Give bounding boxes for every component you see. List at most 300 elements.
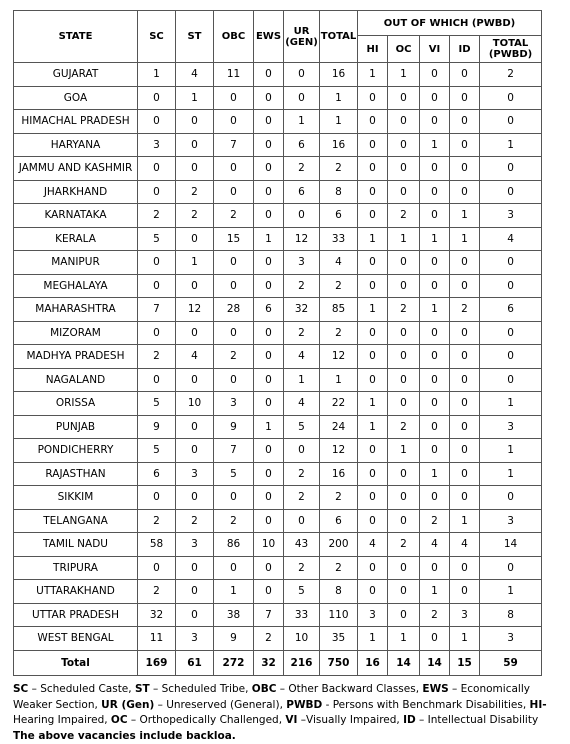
legend-term: VI xyxy=(285,714,297,726)
cell-ur: 5 xyxy=(284,580,320,604)
cell-obc: 0 xyxy=(214,110,254,134)
cell-pwbd: 1 xyxy=(480,580,542,604)
header-pwbd-group: OUT OF WHICH (PWBD) xyxy=(358,11,542,36)
cell-pwbd: 14 xyxy=(480,533,542,557)
cell-sc: 3 xyxy=(138,133,176,157)
cell-ews: 0 xyxy=(254,110,284,134)
cell-obc: 0 xyxy=(214,556,254,580)
cell-ur: 33 xyxy=(284,603,320,627)
cell-oc: 0 xyxy=(388,392,420,416)
cell-obc: 11 xyxy=(214,63,254,87)
cell-ur: 2 xyxy=(284,321,320,345)
cell-obc: 15 xyxy=(214,227,254,251)
cell-hi: 0 xyxy=(358,110,388,134)
cell-state: RAJASTHAN xyxy=(14,462,138,486)
header-st: ST xyxy=(176,11,214,63)
legend-term: SC xyxy=(13,683,28,695)
header-id: ID xyxy=(450,36,480,63)
cell-ur: 216 xyxy=(284,650,320,675)
cell-ur: 2 xyxy=(284,556,320,580)
cell-total: 1 xyxy=(320,86,358,110)
legend-desc: Hearing Impaired, xyxy=(13,714,111,726)
cell-sc: 2 xyxy=(138,204,176,228)
cell-total: 12 xyxy=(320,439,358,463)
cell-ur: 10 xyxy=(284,627,320,651)
table-row xyxy=(14,392,542,416)
cell-state: UTTAR PRADESH xyxy=(14,603,138,627)
cell-state: MIZORAM xyxy=(14,321,138,345)
cell-total: 2 xyxy=(320,157,358,181)
cell-pwbd: 0 xyxy=(480,180,542,204)
cell-hi: 1 xyxy=(358,627,388,651)
cell-ews: 0 xyxy=(254,180,284,204)
cell-id: 0 xyxy=(450,486,480,510)
legend-desc: – Economically Weaker Section, xyxy=(13,683,530,711)
cell-vi: 0 xyxy=(420,345,450,369)
table-row xyxy=(14,251,542,275)
cell-id: 0 xyxy=(450,368,480,392)
cell-oc: 0 xyxy=(388,580,420,604)
vacancy-table xyxy=(13,10,542,676)
cell-ur: 3 xyxy=(284,251,320,275)
cell-state: KERALA xyxy=(14,227,138,251)
legend-term: HI- xyxy=(530,699,547,711)
cell-id: 0 xyxy=(450,345,480,369)
cell-id: 0 xyxy=(450,321,480,345)
cell-sc: 0 xyxy=(138,486,176,510)
table-row xyxy=(14,439,542,463)
cell-vi: 14 xyxy=(420,650,450,675)
cell-st: 0 xyxy=(176,556,214,580)
cell-pwbd: 0 xyxy=(480,345,542,369)
cell-pwbd: 3 xyxy=(480,415,542,439)
cell-ews: 0 xyxy=(254,204,284,228)
cell-hi: 1 xyxy=(358,63,388,87)
cell-st: 10 xyxy=(176,392,214,416)
cell-st: 0 xyxy=(176,486,214,510)
cell-sc: 169 xyxy=(138,650,176,675)
cell-ews: 10 xyxy=(254,533,284,557)
cell-state: MEGHALAYA xyxy=(14,274,138,298)
cell-id: 1 xyxy=(450,627,480,651)
cell-vi: 0 xyxy=(420,274,450,298)
header-state: STATE xyxy=(14,11,138,63)
cell-st: 12 xyxy=(176,298,214,322)
cell-obc: 2 xyxy=(214,509,254,533)
table-row xyxy=(14,204,542,228)
cell-st: 3 xyxy=(176,462,214,486)
cell-total: 2 xyxy=(320,486,358,510)
cell-total: 85 xyxy=(320,298,358,322)
header-obc: OBC xyxy=(214,11,254,63)
cell-ur: 4 xyxy=(284,392,320,416)
cell-vi: 1 xyxy=(420,580,450,604)
cell-id: 0 xyxy=(450,63,480,87)
cell-oc: 0 xyxy=(388,180,420,204)
cell-sc: 5 xyxy=(138,392,176,416)
cell-sc: 2 xyxy=(138,580,176,604)
cell-obc: 9 xyxy=(214,627,254,651)
cell-sc: 0 xyxy=(138,86,176,110)
cell-hi: 0 xyxy=(358,509,388,533)
cell-pwbd: 0 xyxy=(480,556,542,580)
cell-hi: 1 xyxy=(358,298,388,322)
cell-state: HIMACHAL PRADESH xyxy=(14,110,138,134)
cell-oc: 1 xyxy=(388,63,420,87)
cell-id: 0 xyxy=(450,462,480,486)
cell-ur: 6 xyxy=(284,133,320,157)
cell-oc: 1 xyxy=(388,227,420,251)
cell-vi: 0 xyxy=(420,627,450,651)
cell-pwbd: 1 xyxy=(480,392,542,416)
cell-state: TELANGANA xyxy=(14,509,138,533)
cell-ur: 0 xyxy=(284,439,320,463)
legend-term: OC xyxy=(111,714,128,726)
cell-ur: 12 xyxy=(284,227,320,251)
cell-ews: 0 xyxy=(254,321,284,345)
table-row xyxy=(14,110,542,134)
cell-id: 1 xyxy=(450,509,480,533)
cell-vi: 0 xyxy=(420,321,450,345)
cell-pwbd: 0 xyxy=(480,110,542,134)
cell-obc: 7 xyxy=(214,133,254,157)
cell-sc: 6 xyxy=(138,462,176,486)
cell-ur: 0 xyxy=(284,63,320,87)
cell-sc: 0 xyxy=(138,368,176,392)
cell-total: 8 xyxy=(320,180,358,204)
cell-obc: 272 xyxy=(214,650,254,675)
cell-ur: 2 xyxy=(284,486,320,510)
total-row xyxy=(14,650,542,675)
table-row xyxy=(14,86,542,110)
header-total-pwbd-line2: (PWBD) xyxy=(489,49,532,60)
cell-state: UTTARAKHAND xyxy=(14,580,138,604)
cell-st: 0 xyxy=(176,321,214,345)
cell-id: 0 xyxy=(450,392,480,416)
cell-ur: 0 xyxy=(284,509,320,533)
cell-oc: 0 xyxy=(388,321,420,345)
cell-ur: 32 xyxy=(284,298,320,322)
cell-oc: 0 xyxy=(388,110,420,134)
cell-state: TRIPURA xyxy=(14,556,138,580)
cell-ur: 43 xyxy=(284,533,320,557)
cell-oc: 1 xyxy=(388,439,420,463)
cell-state: PUNJAB xyxy=(14,415,138,439)
cell-ews: 0 xyxy=(254,556,284,580)
cell-id: 0 xyxy=(450,415,480,439)
cell-ews: 7 xyxy=(254,603,284,627)
header-total-pwbd xyxy=(480,36,542,63)
cell-total: 16 xyxy=(320,63,358,87)
cell-state: TAMIL NADU xyxy=(14,533,138,557)
cell-vi: 2 xyxy=(420,603,450,627)
cell-oc: 1 xyxy=(388,627,420,651)
cell-state: PONDICHERRY xyxy=(14,439,138,463)
cell-st: 2 xyxy=(176,180,214,204)
cell-hi: 0 xyxy=(358,274,388,298)
cell-pwbd: 3 xyxy=(480,627,542,651)
cell-vi: 0 xyxy=(420,392,450,416)
cell-state: KARNATAKA xyxy=(14,204,138,228)
legend-term: EWS xyxy=(422,683,448,695)
cell-id: 1 xyxy=(450,204,480,228)
cell-total: 8 xyxy=(320,580,358,604)
cell-oc: 0 xyxy=(388,556,420,580)
cell-ews: 6 xyxy=(254,298,284,322)
cell-ur: 1 xyxy=(284,110,320,134)
cell-state: NAGALAND xyxy=(14,368,138,392)
cell-hi: 16 xyxy=(358,650,388,675)
cell-oc: 14 xyxy=(388,650,420,675)
cell-sc: 9 xyxy=(138,415,176,439)
vacancy-table-container xyxy=(13,10,541,676)
cell-sc: 2 xyxy=(138,345,176,369)
cell-pwbd: 0 xyxy=(480,157,542,181)
table-row xyxy=(14,603,542,627)
cell-st: 0 xyxy=(176,415,214,439)
cell-hi: 0 xyxy=(358,462,388,486)
cell-pwbd: 4 xyxy=(480,227,542,251)
table-body xyxy=(14,63,542,676)
cell-hi: 1 xyxy=(358,227,388,251)
cell-st: 1 xyxy=(176,251,214,275)
legend-term: PWBD xyxy=(286,699,322,711)
cell-st: 0 xyxy=(176,439,214,463)
cell-pwbd: 0 xyxy=(480,368,542,392)
table-row xyxy=(14,556,542,580)
cell-obc: 0 xyxy=(214,274,254,298)
cell-oc: 0 xyxy=(388,133,420,157)
cell-total: 200 xyxy=(320,533,358,557)
cell-pwbd: 0 xyxy=(480,86,542,110)
cell-oc: 0 xyxy=(388,274,420,298)
header-vi: VI xyxy=(420,36,450,63)
legend-desc: – Scheduled Caste, xyxy=(28,683,135,695)
cell-sc: 0 xyxy=(138,321,176,345)
cell-state: JHARKHAND xyxy=(14,180,138,204)
cell-hi: 0 xyxy=(358,133,388,157)
cell-hi: 0 xyxy=(358,180,388,204)
cell-vi: 0 xyxy=(420,63,450,87)
cell-id: 0 xyxy=(450,110,480,134)
cell-st: 4 xyxy=(176,345,214,369)
cell-vi: 4 xyxy=(420,533,450,557)
cell-ews: 0 xyxy=(254,580,284,604)
cell-oc: 0 xyxy=(388,368,420,392)
cell-total: 2 xyxy=(320,556,358,580)
cell-obc: 1 xyxy=(214,580,254,604)
cell-ews: 0 xyxy=(254,509,284,533)
cell-hi: 0 xyxy=(358,321,388,345)
cell-hi: 0 xyxy=(358,251,388,275)
table-row xyxy=(14,321,542,345)
cell-total: 12 xyxy=(320,345,358,369)
cell-st: 0 xyxy=(176,603,214,627)
cell-obc: 0 xyxy=(214,486,254,510)
cell-sc: 7 xyxy=(138,298,176,322)
table-row xyxy=(14,486,542,510)
cell-id: 0 xyxy=(450,86,480,110)
cell-sc: 2 xyxy=(138,509,176,533)
cell-id: 0 xyxy=(450,274,480,298)
cell-state: MANIPUR xyxy=(14,251,138,275)
cell-state: GUJARAT xyxy=(14,63,138,87)
cell-obc: 86 xyxy=(214,533,254,557)
cell-total: 1 xyxy=(320,110,358,134)
cell-id: 0 xyxy=(450,251,480,275)
cell-vi: 0 xyxy=(420,556,450,580)
header-ews: EWS xyxy=(254,11,284,63)
legend-desc: –Visually Impaired, xyxy=(297,714,403,726)
cell-sc: 5 xyxy=(138,439,176,463)
cell-sc: 0 xyxy=(138,556,176,580)
table-row xyxy=(14,533,542,557)
cell-ur: 0 xyxy=(284,204,320,228)
cell-st: 0 xyxy=(176,157,214,181)
cell-total: 750 xyxy=(320,650,358,675)
table-row xyxy=(14,462,542,486)
cell-st: 1 xyxy=(176,86,214,110)
cell-obc: 28 xyxy=(214,298,254,322)
cell-total: 6 xyxy=(320,509,358,533)
cell-state: WEST BENGAL xyxy=(14,627,138,651)
cell-ews: 2 xyxy=(254,627,284,651)
cell-obc: 0 xyxy=(214,251,254,275)
cell-oc: 0 xyxy=(388,157,420,181)
cell-oc: 2 xyxy=(388,533,420,557)
cell-ews: 0 xyxy=(254,274,284,298)
legend xyxy=(13,682,553,744)
cell-ews: 0 xyxy=(254,133,284,157)
table-row xyxy=(14,180,542,204)
cell-obc: 3 xyxy=(214,392,254,416)
header-total-pwbd-line1: TOTAL xyxy=(493,38,528,49)
cell-pwbd: 59 xyxy=(480,650,542,675)
cell-oc: 2 xyxy=(388,298,420,322)
cell-state: JAMMU AND KASHMIR xyxy=(14,157,138,181)
legend-desc: – Intellectual Disability xyxy=(416,714,538,726)
cell-obc: 0 xyxy=(214,86,254,110)
cell-vi: 0 xyxy=(420,180,450,204)
cell-state: ORISSA xyxy=(14,392,138,416)
table-row xyxy=(14,580,542,604)
cell-obc: 0 xyxy=(214,321,254,345)
cell-hi: 0 xyxy=(358,86,388,110)
cell-sc: 0 xyxy=(138,110,176,134)
cell-st: 4 xyxy=(176,63,214,87)
cell-obc: 2 xyxy=(214,204,254,228)
cell-pwbd: 3 xyxy=(480,509,542,533)
cell-total: 1 xyxy=(320,368,358,392)
cell-obc: 0 xyxy=(214,180,254,204)
cell-hi: 0 xyxy=(358,368,388,392)
cell-total: 110 xyxy=(320,603,358,627)
cell-ews: 0 xyxy=(254,462,284,486)
cell-vi: 0 xyxy=(420,439,450,463)
cell-st: 2 xyxy=(176,204,214,228)
cell-pwbd: 0 xyxy=(480,486,542,510)
cell-sc: 58 xyxy=(138,533,176,557)
legend-term: ST xyxy=(135,683,150,695)
cell-oc: 0 xyxy=(388,462,420,486)
table-row xyxy=(14,627,542,651)
table-row xyxy=(14,368,542,392)
cell-hi: 0 xyxy=(358,157,388,181)
cell-id: 0 xyxy=(450,556,480,580)
cell-sc: 1 xyxy=(138,63,176,87)
cell-st: 0 xyxy=(176,133,214,157)
cell-id: 4 xyxy=(450,533,480,557)
cell-state: HARYANA xyxy=(14,133,138,157)
cell-total: 22 xyxy=(320,392,358,416)
cell-sc: 0 xyxy=(138,251,176,275)
cell-vi: 0 xyxy=(420,486,450,510)
cell-sc: 0 xyxy=(138,274,176,298)
cell-ur: 4 xyxy=(284,345,320,369)
table-row xyxy=(14,157,542,181)
cell-sc: 11 xyxy=(138,627,176,651)
cell-sc: 32 xyxy=(138,603,176,627)
cell-total: 4 xyxy=(320,251,358,275)
cell-st: 0 xyxy=(176,227,214,251)
cell-pwbd: 1 xyxy=(480,462,542,486)
cell-pwbd: 0 xyxy=(480,274,542,298)
cell-oc: 0 xyxy=(388,486,420,510)
cell-total: 33 xyxy=(320,227,358,251)
cell-total: 16 xyxy=(320,462,358,486)
cell-total: 24 xyxy=(320,415,358,439)
cell-obc: 38 xyxy=(214,603,254,627)
cell-state: SIKKIM xyxy=(14,486,138,510)
table-row xyxy=(14,133,542,157)
cell-total: 16 xyxy=(320,133,358,157)
cell-pwbd: 3 xyxy=(480,204,542,228)
header-oc: OC xyxy=(388,36,420,63)
cell-oc: 0 xyxy=(388,86,420,110)
cell-oc: 2 xyxy=(388,415,420,439)
cell-ews: 0 xyxy=(254,86,284,110)
legend-term: UR (Gen) xyxy=(101,699,154,711)
cell-state: Total xyxy=(14,650,138,675)
cell-hi: 0 xyxy=(358,345,388,369)
cell-pwbd: 0 xyxy=(480,321,542,345)
cell-total: 6 xyxy=(320,204,358,228)
cell-ews: 0 xyxy=(254,392,284,416)
cell-id: 15 xyxy=(450,650,480,675)
cell-id: 0 xyxy=(450,580,480,604)
table-row xyxy=(14,415,542,439)
cell-vi: 0 xyxy=(420,86,450,110)
cell-total: 2 xyxy=(320,321,358,345)
cell-ur: 2 xyxy=(284,462,320,486)
cell-oc: 2 xyxy=(388,204,420,228)
cell-vi: 0 xyxy=(420,204,450,228)
cell-ur: 2 xyxy=(284,274,320,298)
cell-ur: 5 xyxy=(284,415,320,439)
cell-ews: 1 xyxy=(254,227,284,251)
legend-desc: – Scheduled Tribe, xyxy=(150,683,252,695)
cell-vi: 0 xyxy=(420,415,450,439)
legend-desc: - Persons with Benchmark Disabilities, xyxy=(322,699,529,711)
cell-pwbd: 1 xyxy=(480,133,542,157)
cell-obc: 7 xyxy=(214,439,254,463)
table-row xyxy=(14,63,542,87)
cell-oc: 0 xyxy=(388,603,420,627)
cell-ews: 0 xyxy=(254,345,284,369)
cell-ews: 0 xyxy=(254,157,284,181)
cell-vi: 1 xyxy=(420,133,450,157)
cell-ews: 1 xyxy=(254,415,284,439)
